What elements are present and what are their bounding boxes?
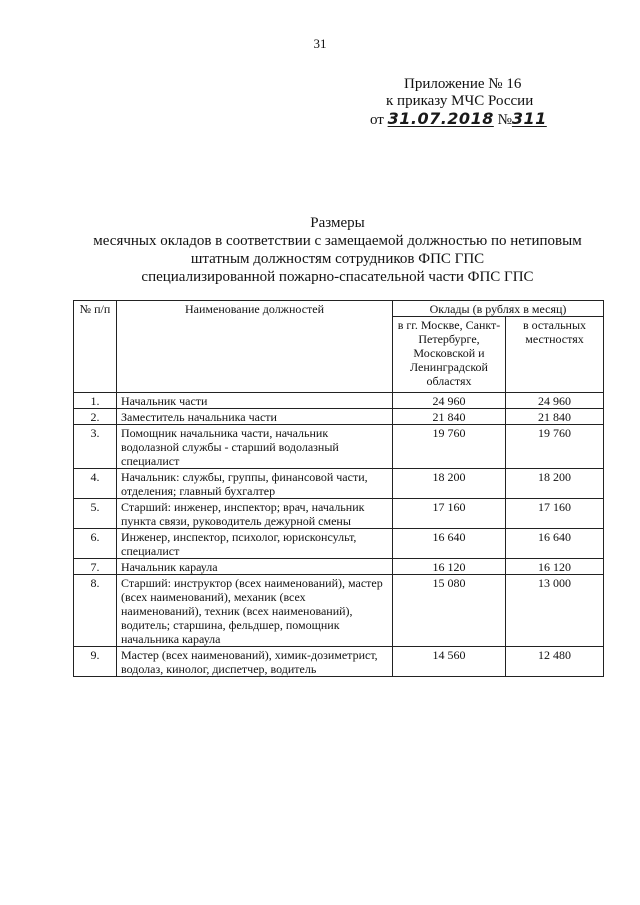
page-number: 31	[313, 36, 327, 51]
header-other: в остальных местностях	[506, 317, 604, 393]
header-salaries: Оклады (в рублях в месяц)	[393, 301, 604, 317]
table-row	[74, 425, 604, 469]
row-salary-cities: 17 160	[393, 499, 506, 529]
row-salary-other: 12 480	[506, 647, 604, 677]
row-salary-cities: 21 840	[393, 409, 506, 425]
appendix-number-sign: №	[497, 112, 512, 128]
title-line-4: специализированной пожарно-спасательной части ФПС ГПС	[141, 269, 534, 285]
header-cities: в гг. Москве, Санкт-Петербурге, Московской и Ленинградской областях	[393, 317, 506, 393]
row-salary-other: 16 640	[506, 529, 604, 559]
row-position: Начальник караула	[117, 559, 393, 575]
handwritten-order-number: 311	[511, 109, 547, 128]
table-row	[74, 559, 604, 575]
appendix-block	[370, 76, 570, 129]
document-title	[0, 214, 640, 286]
table-row	[74, 393, 604, 409]
row-salary-other: 21 840	[506, 409, 604, 425]
table-row	[74, 647, 604, 677]
row-salary-other: 16 120	[506, 559, 604, 575]
row-salary-other: 24 960	[506, 393, 604, 409]
title-line-1: Размеры	[310, 215, 365, 231]
handwritten-date: 31.07.2018	[387, 109, 494, 128]
table-row	[74, 469, 604, 499]
title-line-2: месячных окладов в соответствии с замещаемой должностью по нетиповым	[93, 233, 582, 249]
header-num: № п/п	[74, 301, 117, 393]
title-line-3: штатным должностям сотрудников ФПС ГПС	[190, 251, 485, 267]
table-row	[74, 529, 604, 559]
row-position: Начальник: службы, группы, финансовой части, отделения; главный бухгалтер	[117, 469, 393, 499]
row-num: 7.	[74, 559, 117, 575]
row-salary-other: 18 200	[506, 469, 604, 499]
row-salary-cities: 19 760	[393, 425, 506, 469]
row-salary-cities: 16 120	[393, 559, 506, 575]
row-num: 8.	[74, 575, 117, 647]
row-num: 6.	[74, 529, 117, 559]
row-salary-other: 17 160	[506, 499, 604, 529]
row-num: 5.	[74, 499, 117, 529]
row-num: 4.	[74, 469, 117, 499]
row-position: Инженер, инспектор, психолог, юрисконсульт, специалист	[117, 529, 393, 559]
row-salary-cities: 14 560	[393, 647, 506, 677]
row-num: 9.	[74, 647, 117, 677]
row-position: Старший: инструктор (всех наименований), мастер (всех наименований), механик (всех наименований), техник (всех наименований), водитель; старшина, фельдшер, помощник начальника караула	[117, 575, 393, 647]
row-salary-other: 13 000	[506, 575, 604, 647]
row-position: Начальник части	[117, 393, 393, 409]
row-salary-cities: 18 200	[393, 469, 506, 499]
header-position: Наименование должностей	[117, 301, 393, 393]
row-salary-other: 19 760	[506, 425, 604, 469]
appendix-title: Приложение № 16	[404, 76, 522, 92]
table-row	[74, 575, 604, 647]
table-row	[74, 409, 604, 425]
row-position: Заместитель начальника части	[117, 409, 393, 425]
appendix-from-label: от	[370, 112, 384, 128]
row-salary-cities: 24 960	[393, 393, 506, 409]
row-num: 2.	[74, 409, 117, 425]
row-position: Старший: инженер, инспектор; врач, начальник пункта связи, руководитель дежурной смены	[117, 499, 393, 529]
appendix-date-line	[370, 110, 570, 129]
salary-table	[73, 300, 604, 677]
row-num: 1.	[74, 393, 117, 409]
row-salary-cities: 15 080	[393, 575, 506, 647]
appendix-order-ref: к приказу МЧС России	[386, 93, 534, 109]
row-num: 3.	[74, 425, 117, 469]
row-position: Мастер (всех наименований), химик-дозиметрист, водолаз, кинолог, диспетчер, водитель	[117, 647, 393, 677]
row-position: Помощник начальника части, начальник водолазной службы - старший водолазный специалист	[117, 425, 393, 469]
table-row	[74, 499, 604, 529]
row-salary-cities: 16 640	[393, 529, 506, 559]
